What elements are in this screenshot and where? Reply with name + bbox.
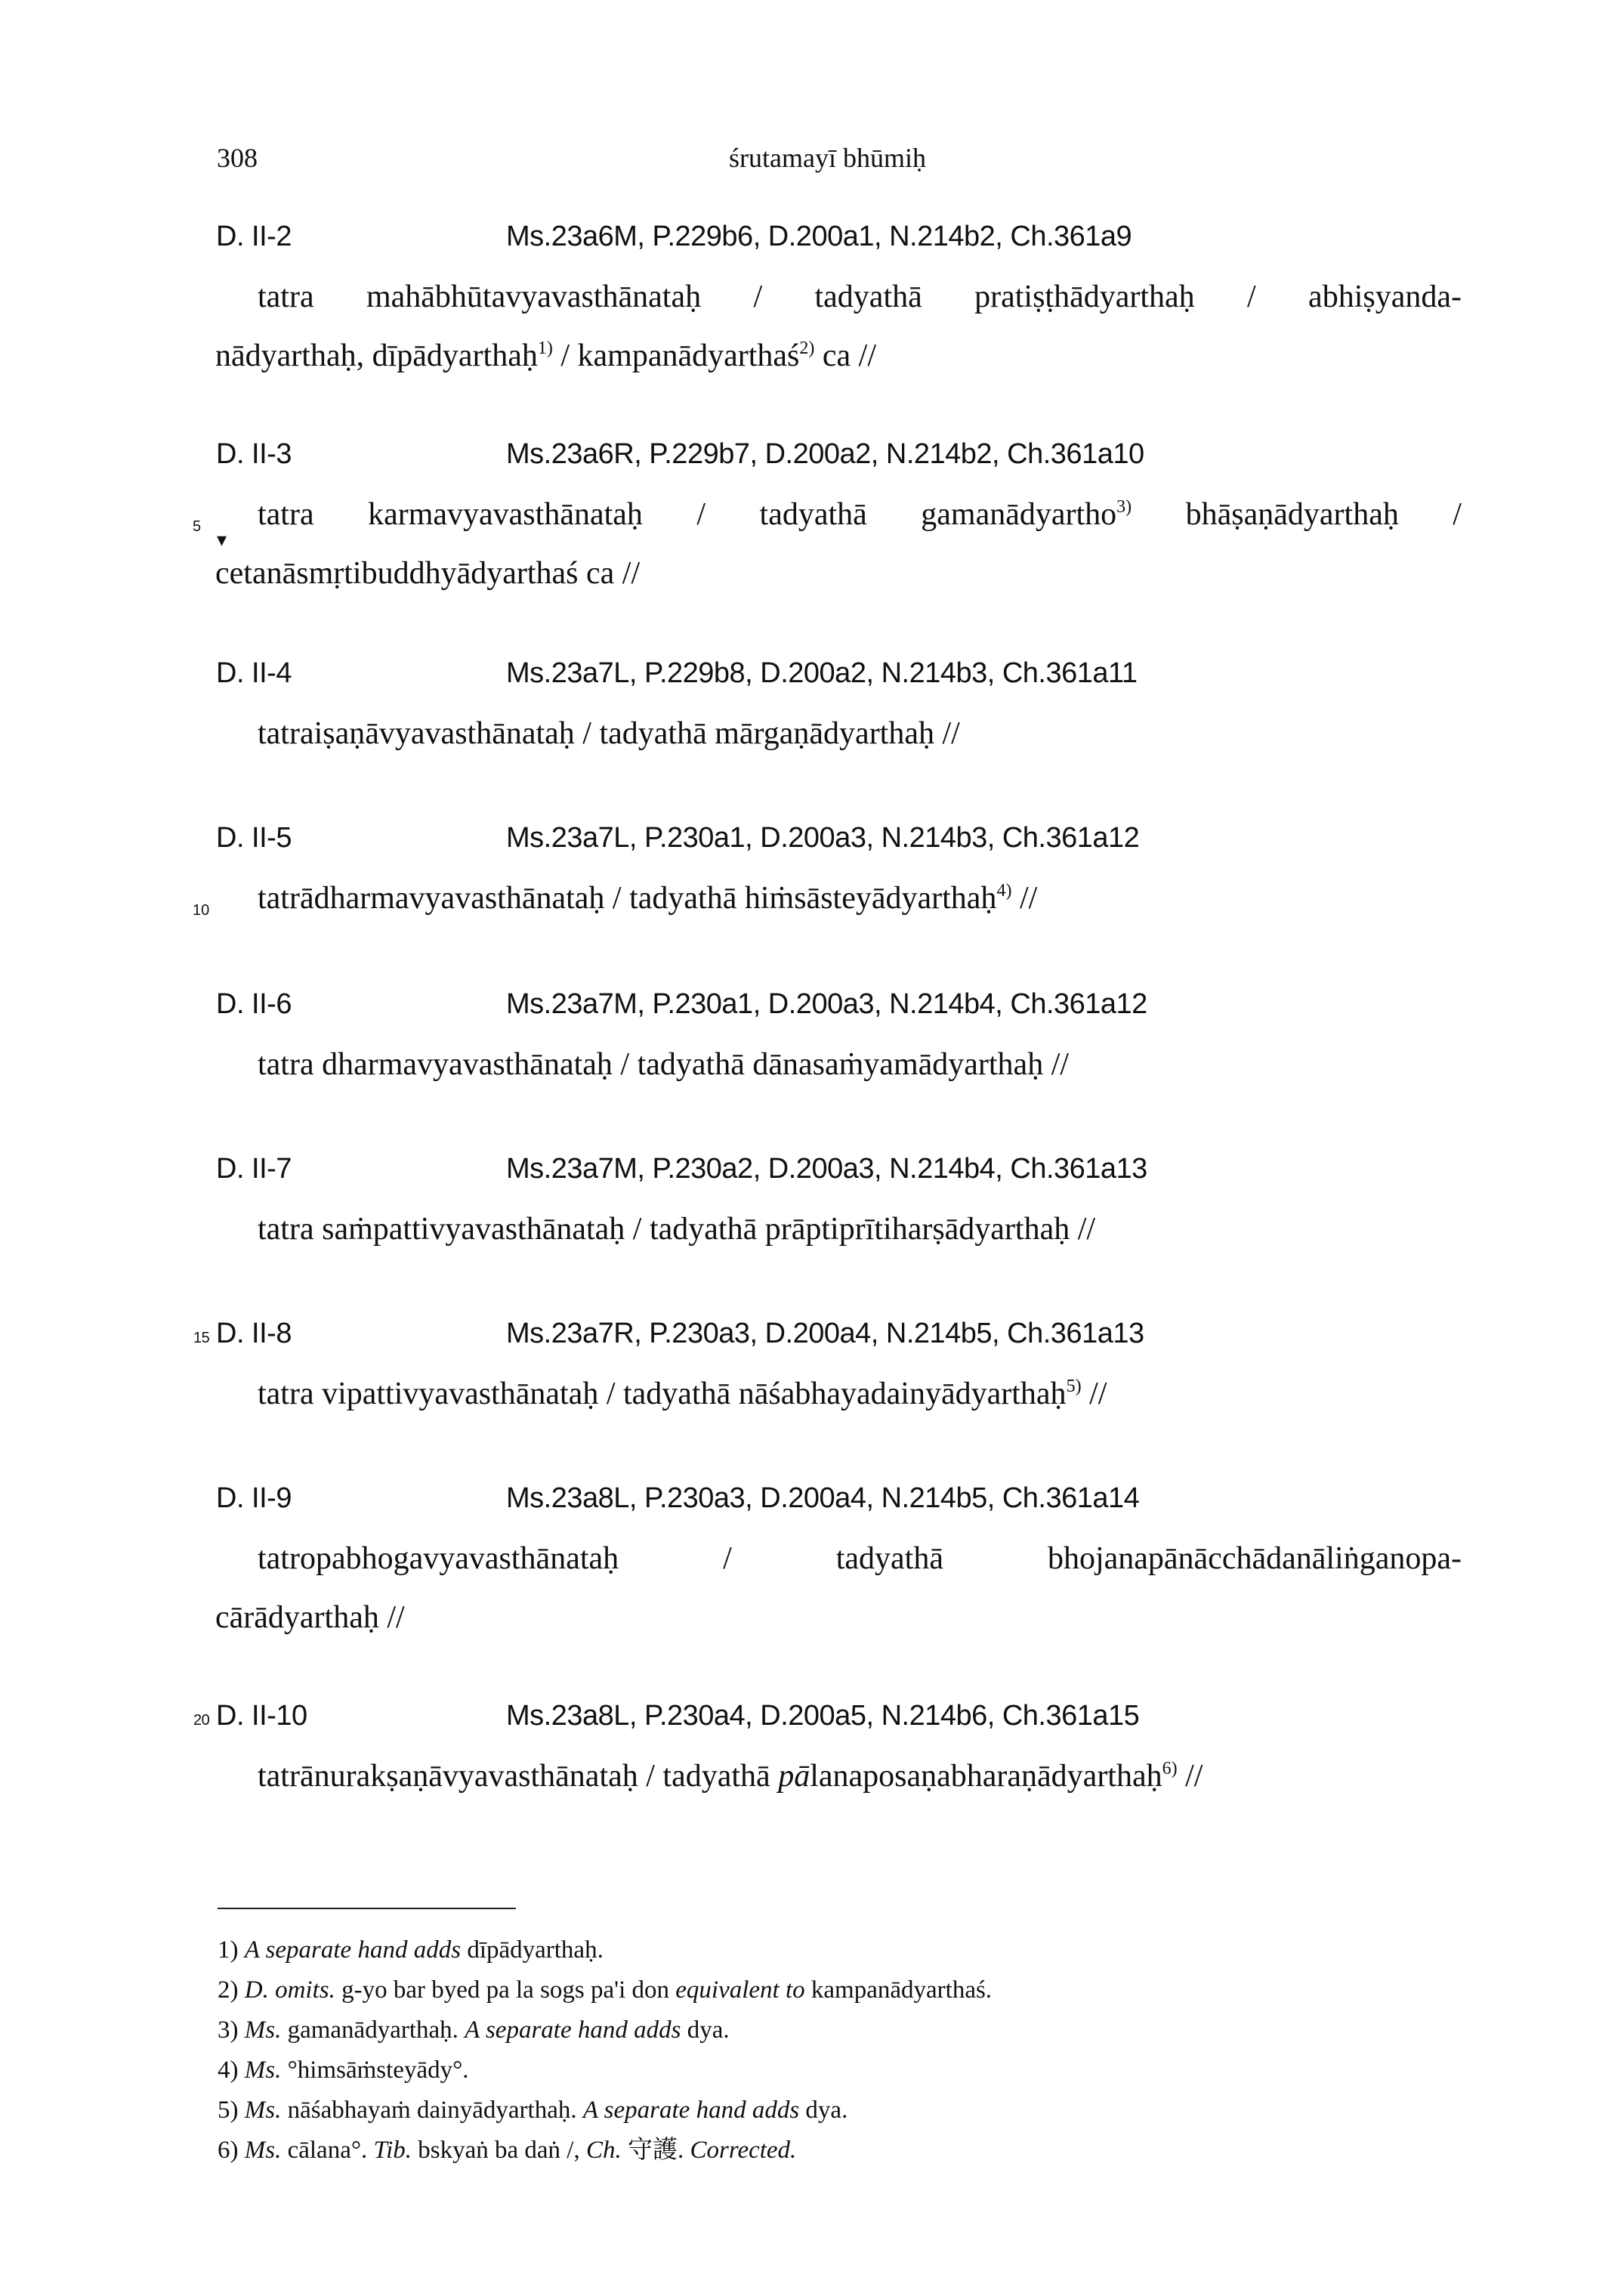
source-sigla: Ms.23a7L, P.229b8, D.200a2, N.214b3, Ch.361a11	[506, 657, 1138, 689]
italic-segment: pā	[778, 1759, 810, 1794]
footnote-ref: 6)	[1162, 1759, 1178, 1778]
text-segment: tatrānurakṣaṇāvyavasthānataḥ / tadyathā	[258, 1759, 779, 1794]
reference-line	[216, 1153, 1576, 1192]
line-number: 20	[193, 1712, 210, 1729]
reference-line	[216, 221, 1576, 260]
sanskrit-text	[215, 704, 1462, 763]
text-segment: tatraiṣaṇāvyavasthānataḥ / tadyathā mārgaṇādyarthaḥ //	[258, 716, 960, 751]
reference-line	[216, 1482, 1576, 1522]
text-segment: tatrādharmavyavasthānataḥ / tadyathā hiṁsāsteyādyarthaḥ	[258, 881, 997, 916]
reference-line	[193, 1700, 1576, 1739]
reference-line	[216, 822, 1576, 861]
text-line	[215, 1200, 1462, 1259]
source-sigla: Ms.23a8L, P.230a4, D.200a5, N.214b6, Ch.361a15	[506, 1700, 1140, 1732]
source-sigla: Ms.23a8L, P.230a3, D.200a4, N.214b5, Ch.361a14	[506, 1482, 1140, 1514]
text-line	[215, 1035, 1462, 1094]
source-sigla: Ms.23a7M, P.230a2, D.200a3, N.214b4, Ch.361a13	[506, 1153, 1147, 1185]
entry-id: D. II-3	[216, 438, 292, 470]
page-number: 308	[217, 143, 258, 173]
line-number: 15	[193, 1330, 210, 1346]
sanskrit-text	[215, 1035, 1462, 1094]
source-sigla: Ms.23a7M, P.230a1, D.200a3, N.214b4, Ch.361a12	[506, 988, 1147, 1020]
text-line	[215, 1588, 1462, 1647]
text-segment: ca //	[814, 338, 877, 373]
source-sigla: Ms.23a7R, P.230a3, D.200a4, N.214b5, Ch.361a13	[506, 1318, 1144, 1349]
text-line	[215, 326, 1462, 385]
text-line	[215, 869, 1462, 928]
entry-id: D. II-7	[216, 1153, 292, 1185]
footnote-5: 5) Ms. nāśabhayaṁ dainyādyarthaḥ. A separate hand adds dya.	[218, 2097, 848, 2124]
sanskrit-text	[215, 1364, 1462, 1423]
text-segment: tatropabhogavyavasthānataḥ / tadyathā bhojanapānācchādanāliṅganopa-	[258, 1541, 1462, 1576]
reference-line	[216, 657, 1576, 697]
line-number: 5	[193, 518, 202, 535]
running-title: śrutamayī bhūmiḥ	[729, 143, 926, 173]
source-sigla: Ms.23a6R, P.229b7, D.200a2, N.214b2, Ch.361a10	[506, 438, 1144, 470]
footnote-1: 1) A separate hand adds dīpādyarthaḥ.	[218, 1936, 604, 1964]
reference-line	[216, 438, 1576, 477]
page-header	[0, 142, 1624, 187]
text-segment: //	[1081, 1377, 1107, 1411]
margin-mark: ▾	[217, 529, 227, 551]
sanskrit-text	[193, 869, 1462, 928]
source-sigla: Ms.23a7L, P.230a1, D.200a3, N.214b3, Ch.361a12	[506, 822, 1140, 854]
text-line	[215, 1529, 1462, 1588]
entry-id: D. II-5	[216, 822, 292, 854]
footnote-6: 6) Ms. cālana°. Tib. bskyaṅ ba daṅ /, Ch. 守護. Corrected.	[218, 2137, 797, 2164]
text-segment: cetanāsmṛtibuddhyādyarthaś ca //	[215, 556, 641, 591]
footnote-3: 3) Ms. gamanādyarthaḥ. A separate hand adds dya.	[218, 2016, 730, 2044]
text-segment: tatra mahābhūtavyavasthānataḥ / tadyathā pratiṣṭhādyarthaḥ / abhiṣyanda-	[258, 280, 1462, 314]
text-segment: nādyarthaḥ, dīpādyarthaḥ	[215, 338, 538, 373]
entry-id: D. II-4	[216, 657, 292, 689]
footnote-4: 4) Ms. °himsāṁsteyādy°.	[218, 2057, 469, 2084]
text-line	[215, 485, 1462, 544]
sanskrit-text	[215, 1529, 1462, 1647]
reference-line	[216, 988, 1576, 1027]
entry-id: D. II-10	[216, 1700, 307, 1732]
entry-id: D. II-6	[216, 988, 292, 1020]
source-sigla: Ms.23a6M, P.229b6, D.200a1, N.214b2, Ch.361a9	[506, 221, 1132, 252]
footnote-ref: 4)	[996, 881, 1012, 901]
text-segment: / kampanādyarthaś	[552, 338, 800, 373]
entry-id: D. II-9	[216, 1482, 292, 1514]
entry-id: D. II-8	[216, 1318, 292, 1349]
footnote-2: 2) D. omits. g-yo bar byed pa la sogs pa'i don equivalent to kampanādyarthaś.	[218, 1976, 993, 2004]
text-line	[215, 544, 1462, 603]
text-segment: //	[1011, 881, 1038, 916]
footnote-ref: 3)	[1116, 497, 1132, 517]
footnote-ref: 5)	[1066, 1377, 1082, 1396]
text-segment: lanaposaṇabharaṇādyarthaḥ	[810, 1759, 1162, 1794]
entry-id: D. II-2	[216, 221, 292, 252]
text-segment: tatra vipattivyavasthānataḥ / tadyathā nāśabhayadainyādyarthaḥ	[258, 1377, 1067, 1411]
footnotes	[218, 1930, 1502, 2171]
text-segment: tatra dharmavyavasthānataḥ / tadyathā dānasaṁyamādyarthaḥ //	[258, 1047, 1070, 1082]
sanskrit-text	[215, 1200, 1462, 1259]
reference-line	[193, 1318, 1576, 1357]
sanskrit-text	[215, 267, 1462, 385]
text-line	[215, 704, 1462, 763]
text-segment: tatra karmavyavasthānataḥ / tadyathā gamanādyartho	[258, 497, 1117, 532]
sanskrit-text	[215, 1747, 1462, 1806]
line-number: 10	[193, 902, 210, 919]
text-segment: cārādyarthaḥ //	[215, 1600, 405, 1635]
text-line	[215, 1747, 1462, 1806]
footnote-divider	[218, 1908, 516, 1909]
text-segment: //	[1177, 1759, 1203, 1794]
sanskrit-text	[193, 485, 1462, 603]
text-segment: bhāṣaṇādyarthaḥ /	[1132, 497, 1462, 532]
footnote-ref: 1)	[537, 338, 553, 358]
text-line	[215, 1364, 1462, 1423]
text-line	[215, 267, 1462, 326]
footnote-ref: 2)	[799, 338, 815, 358]
text-segment: tatra saṁpattivyavasthānataḥ / tadyathā prāptiprītiharṣādyarthaḥ //	[258, 1212, 1096, 1247]
